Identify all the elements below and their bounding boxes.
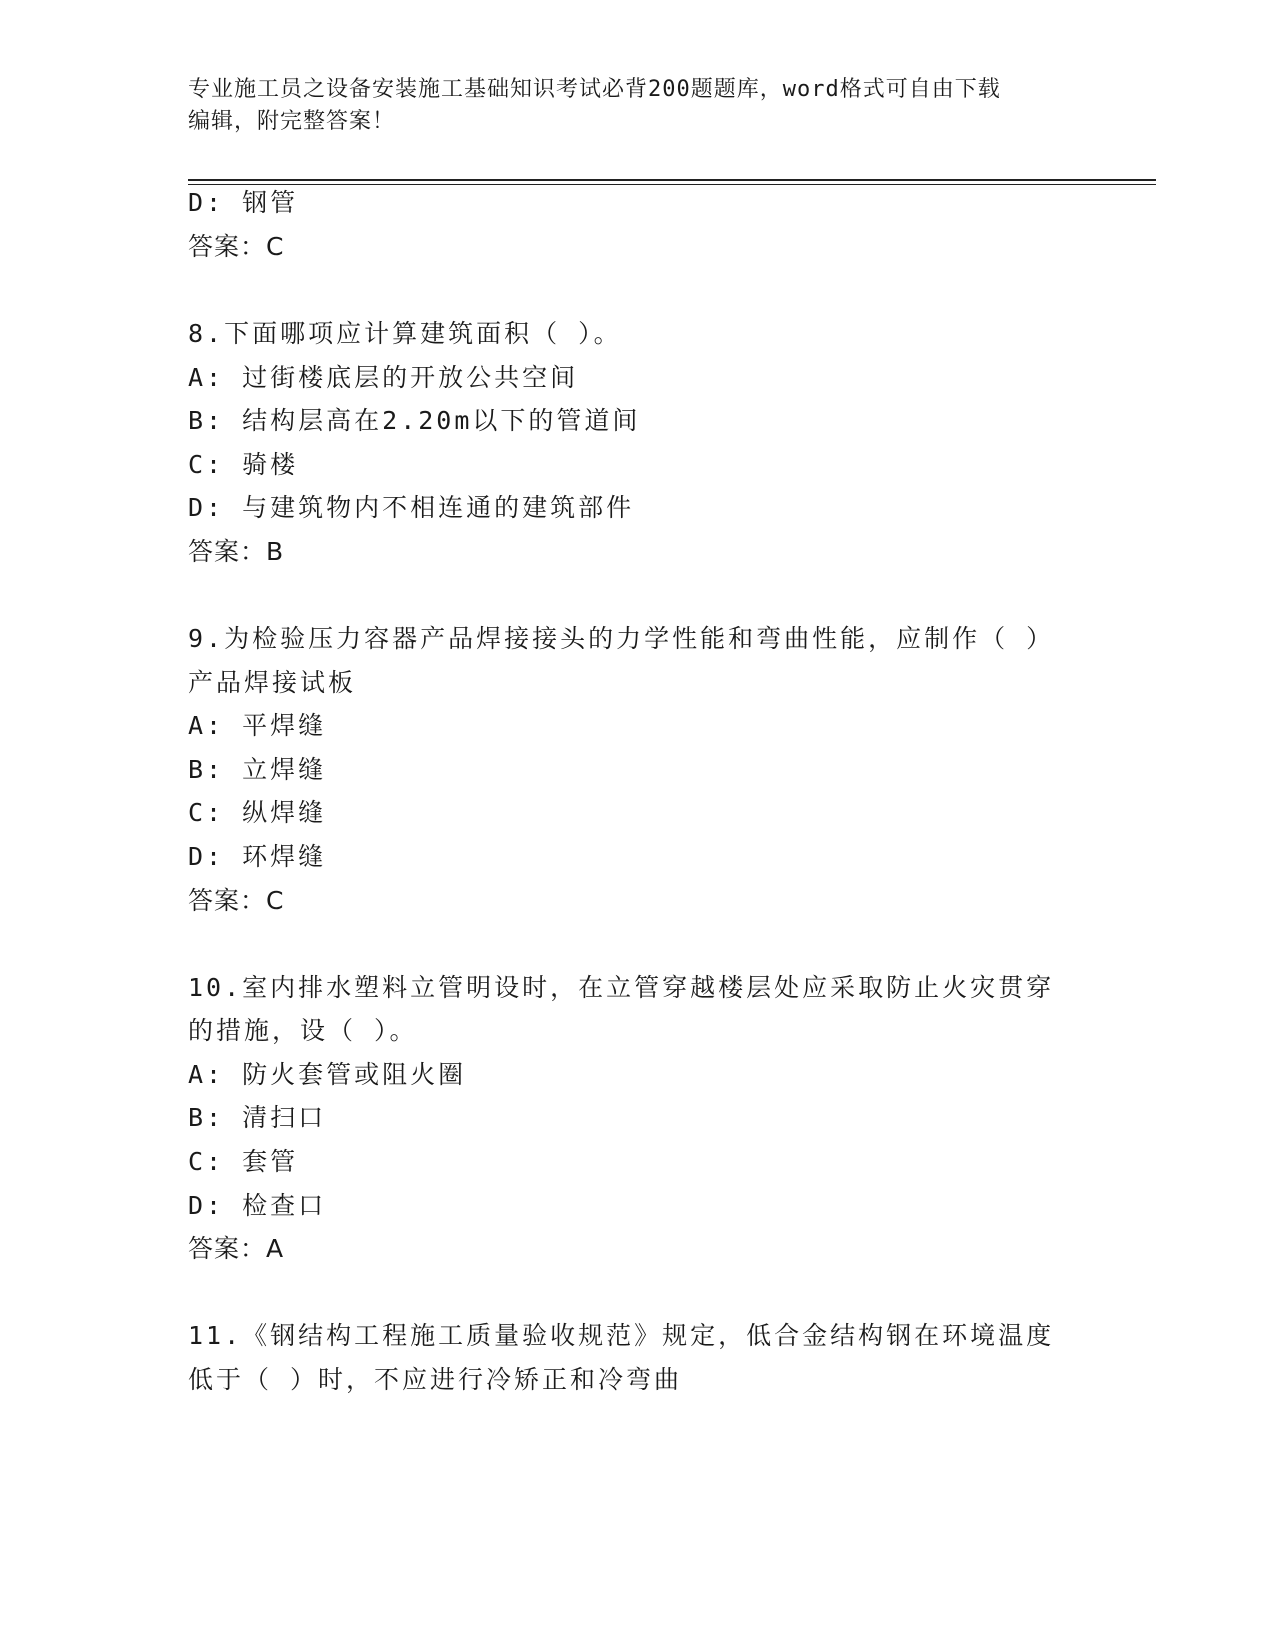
- q8-option-a: A: 过街楼底层的开放公共空间: [188, 363, 579, 392]
- q9-answer: 答案：C: [188, 886, 285, 915]
- header-title-line-2: 编辑，附完整答案！: [188, 109, 396, 134]
- document-header: [188, 74, 1088, 138]
- q9-question-line-2: 产品焊接试板: [188, 668, 357, 697]
- q10-question-line-2: 的措施，设（ ）。: [188, 1016, 418, 1045]
- q9-option-b: B: 立焊缝: [188, 755, 327, 784]
- q10-option-d: D: 检查口: [188, 1191, 327, 1220]
- q8-answer: 答案：B: [188, 537, 285, 566]
- q8-option-d: D: 与建筑物内不相连通的建筑部件: [188, 493, 635, 522]
- q10-answer: 答案：A: [188, 1234, 285, 1263]
- header-divider-thick: [188, 179, 1156, 181]
- q10-option-c: C: 套管: [188, 1147, 299, 1176]
- q7-option-d: D: 钢管: [188, 188, 299, 217]
- q9-question-line-1: 9.为检验压力容器产品焊接接头的力学性能和弯曲性能，应制作（ ）: [188, 624, 1055, 653]
- header-divider-thin: [188, 184, 1156, 185]
- q10-question-line-1: 10.室内排水塑料立管明设时，在立管穿越楼层处应采取防止火灾贯穿: [188, 973, 1055, 1002]
- q8-question: 8.下面哪项应计算建筑面积（ ）。: [188, 319, 622, 348]
- q9-option-d: D: 环焊缝: [188, 842, 327, 871]
- q8-option-c: C: 骑楼: [188, 450, 299, 479]
- q11-question-line-1: 11.《钢结构工程施工质量验收规范》规定，低合金结构钢在环境温度: [188, 1321, 1055, 1350]
- q11-question-line-2: 低于（ ）时，不应进行冷矫正和冷弯曲: [188, 1365, 683, 1394]
- header-title-line-1: 专业施工员之设备安装施工基础知识考试必背200题题库，word格式可自由下载: [188, 77, 1001, 102]
- q10-option-a: A: 防火套管或阻火圈: [188, 1060, 467, 1089]
- q10-option-b: B: 清扫口: [188, 1103, 327, 1132]
- q9-option-c: C: 纵焊缝: [188, 798, 327, 827]
- q9-option-a: A: 平焊缝: [188, 711, 327, 740]
- q7-answer: 答案：C: [188, 232, 285, 261]
- q8-option-b: B: 结构层高在2.20m以下的管道间: [188, 406, 641, 435]
